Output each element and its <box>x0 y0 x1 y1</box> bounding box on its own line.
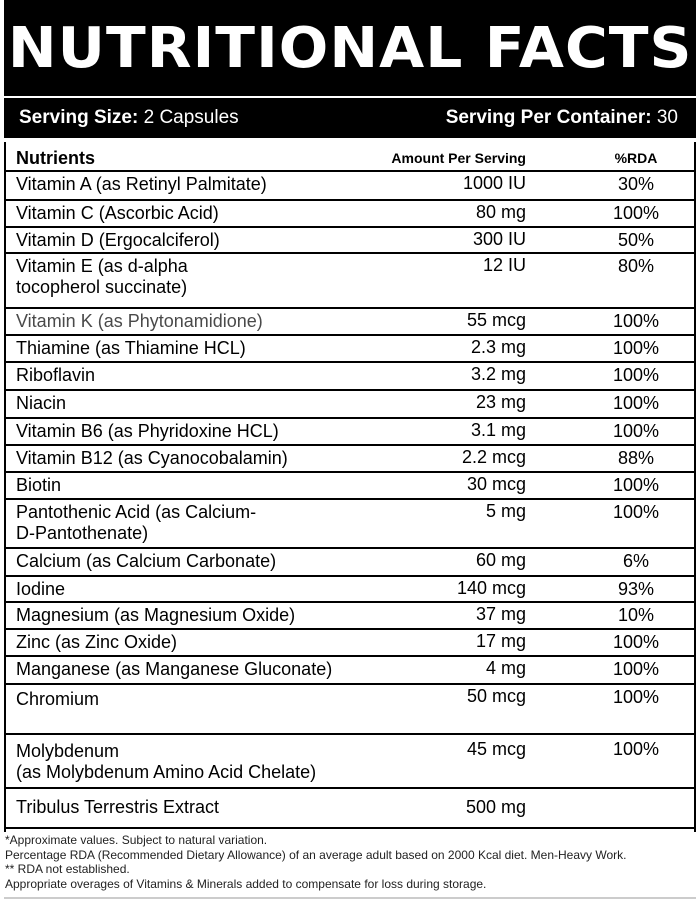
column-header-amount: Amount Per Serving <box>391 150 526 166</box>
nutrient-name: Thiamine (as Thiamine HCL) <box>16 338 246 358</box>
nutrient-rda: 6% <box>622 551 649 571</box>
table-row <box>6 172 694 201</box>
nutrient-rda: 30% <box>617 174 655 194</box>
nutrient-name: Riboflavin <box>16 365 96 385</box>
nutrient-rda: 80% <box>617 256 655 276</box>
nutrient-amount: 80 mg <box>475 202 526 222</box>
table-row <box>6 789 694 829</box>
nutrient-amount: 140 mcg <box>456 578 526 598</box>
nutrient-amount: 60 mg <box>475 550 526 570</box>
servings-per-container-value: 30 <box>656 107 678 128</box>
nutrient-amount: 1000 IU <box>462 173 526 193</box>
table-header-row <box>6 142 694 172</box>
nutrient-name: Calcium (as Calcium Carbonate) <box>16 551 277 571</box>
nutrient-name: Vitamin D (Ergocalciferol) <box>16 230 220 250</box>
nutrient-rda: 100% <box>612 502 660 522</box>
nutrient-amount: 3.1 mg <box>470 420 526 440</box>
column-header-nutrients: Nutrients <box>16 148 96 168</box>
serving-size-value: 2 Capsules <box>143 107 239 128</box>
nutrient-amount: 12 IU <box>482 255 526 275</box>
nutrient-rda: 88% <box>617 448 655 468</box>
nutrient-name: Manganese (as Manganese Gluconate) <box>16 659 333 679</box>
nutrient-amount: 55 mcg <box>466 310 526 330</box>
nutrient-rda: 100% <box>612 632 660 652</box>
nutrient-rda: 100% <box>612 338 660 358</box>
footnote-line: ** RDA not established. <box>5 862 130 876</box>
nutrient-name: Chromium <box>16 689 100 709</box>
title-banner <box>4 0 696 96</box>
nutrient-rda: 100% <box>612 475 660 495</box>
table-row <box>6 549 694 577</box>
nutrient-table <box>4 142 696 832</box>
nutrient-name: Vitamin B12 (as Cyanocobalamin) <box>16 448 288 468</box>
nutrient-amount: 3.2 mg <box>470 364 526 384</box>
nutrient-rda: 100% <box>612 421 660 441</box>
nutrient-amount: 23 mg <box>475 392 526 412</box>
servings-per-container-label: Serving Per Container: <box>445 107 652 128</box>
nutrient-amount: 2.3 mg <box>470 337 526 357</box>
serving-size <box>19 107 239 129</box>
table-row <box>6 630 694 657</box>
nutrient-name: Iodine <box>16 579 66 599</box>
nutrient-rda: 100% <box>612 659 660 679</box>
nutrient-name: Pantothenic Acid (as Calcium- D-Pantothenate) <box>16 502 257 543</box>
footnote-line: *Approximate values. Subject to natural variation. <box>5 833 268 847</box>
nutrient-rda: 10% <box>617 605 655 625</box>
nutrient-name: Vitamin K (as Phytonamidione) <box>16 311 263 331</box>
nutrient-name: Vitamin A (as Retinyl Palmitate) <box>16 174 267 194</box>
nutrient-amount: 17 mg <box>475 631 526 651</box>
table-row <box>6 309 694 336</box>
nutrient-amount: 300 IU <box>472 229 526 249</box>
table-row <box>6 577 694 603</box>
column-header-rda: %RDA <box>614 150 658 166</box>
table-row <box>6 473 694 500</box>
nutrient-name: Tribulus Terrestris Extract <box>16 797 220 817</box>
nutrient-rda: 100% <box>612 687 660 707</box>
table-row <box>6 446 694 473</box>
table-row <box>6 363 694 391</box>
table-row <box>6 254 694 309</box>
nutrient-rda: 100% <box>612 203 660 223</box>
table-row <box>6 657 694 685</box>
table-row <box>6 685 694 735</box>
serving-info-bar <box>4 98 696 138</box>
nutrient-name: Vitamin B6 (as Phyridoxine HCL) <box>16 421 279 441</box>
nutrient-name: Molybdenum (as Molybdenum Amino Acid Chelate) <box>16 741 317 782</box>
nutrient-name: Zinc (as Zinc Oxide) <box>16 632 178 652</box>
footnotes <box>4 832 696 892</box>
bottom-divider <box>4 897 696 899</box>
nutrient-name: Niacin <box>16 393 67 413</box>
nutrient-amount: 37 mg <box>475 604 526 624</box>
nutrient-amount: 4 mg <box>485 658 526 678</box>
nutrient-rda <box>596 789 676 797</box>
table-row <box>6 500 694 549</box>
nutrient-rda: 100% <box>612 739 660 759</box>
nutrient-rda: 100% <box>612 393 660 413</box>
table-row <box>6 228 694 254</box>
table-row <box>6 735 694 789</box>
nutrient-amount: 30 mcg <box>466 474 526 494</box>
nutrient-amount: 5 mg <box>485 501 526 521</box>
table-row <box>6 336 694 363</box>
nutrient-rda: 100% <box>612 365 660 385</box>
page-title: NUTRITIONAL FACTS <box>7 15 693 81</box>
nutrient-rda: 100% <box>612 311 660 331</box>
footnote-line: Percentage RDA (Recommended Dietary Allowance) of an average adult based on 2000 Kcal diet. Men-Heavy Work. <box>5 847 627 862</box>
servings-per-container <box>446 107 678 129</box>
nutrient-name: Vitamin C (Ascorbic Acid) <box>16 203 219 223</box>
footnote-line: Appropriate overages of Vitamins & Minerals added to compensate for loss during storage. <box>5 876 487 891</box>
nutrient-amount: 45 mcg <box>466 739 526 759</box>
table-row <box>6 391 694 419</box>
nutrient-amount: 2.2 mcg <box>461 447 526 467</box>
nutrient-name: Vitamin E (as d-alpha tocopherol succinate) <box>16 256 188 297</box>
table-row <box>6 201 694 228</box>
table-row <box>6 603 694 630</box>
nutrient-amount: 500 mg <box>465 797 526 817</box>
nutrient-rda: 93% <box>617 579 655 599</box>
nutrient-amount: 50 mcg <box>466 686 526 706</box>
table-row <box>6 419 694 446</box>
nutrient-rda: 50% <box>617 230 655 250</box>
serving-size-label: Serving Size: <box>19 107 139 128</box>
nutrient-name: Magnesium (as Magnesium Oxide) <box>16 605 296 625</box>
nutrient-name: Biotin <box>16 475 62 495</box>
